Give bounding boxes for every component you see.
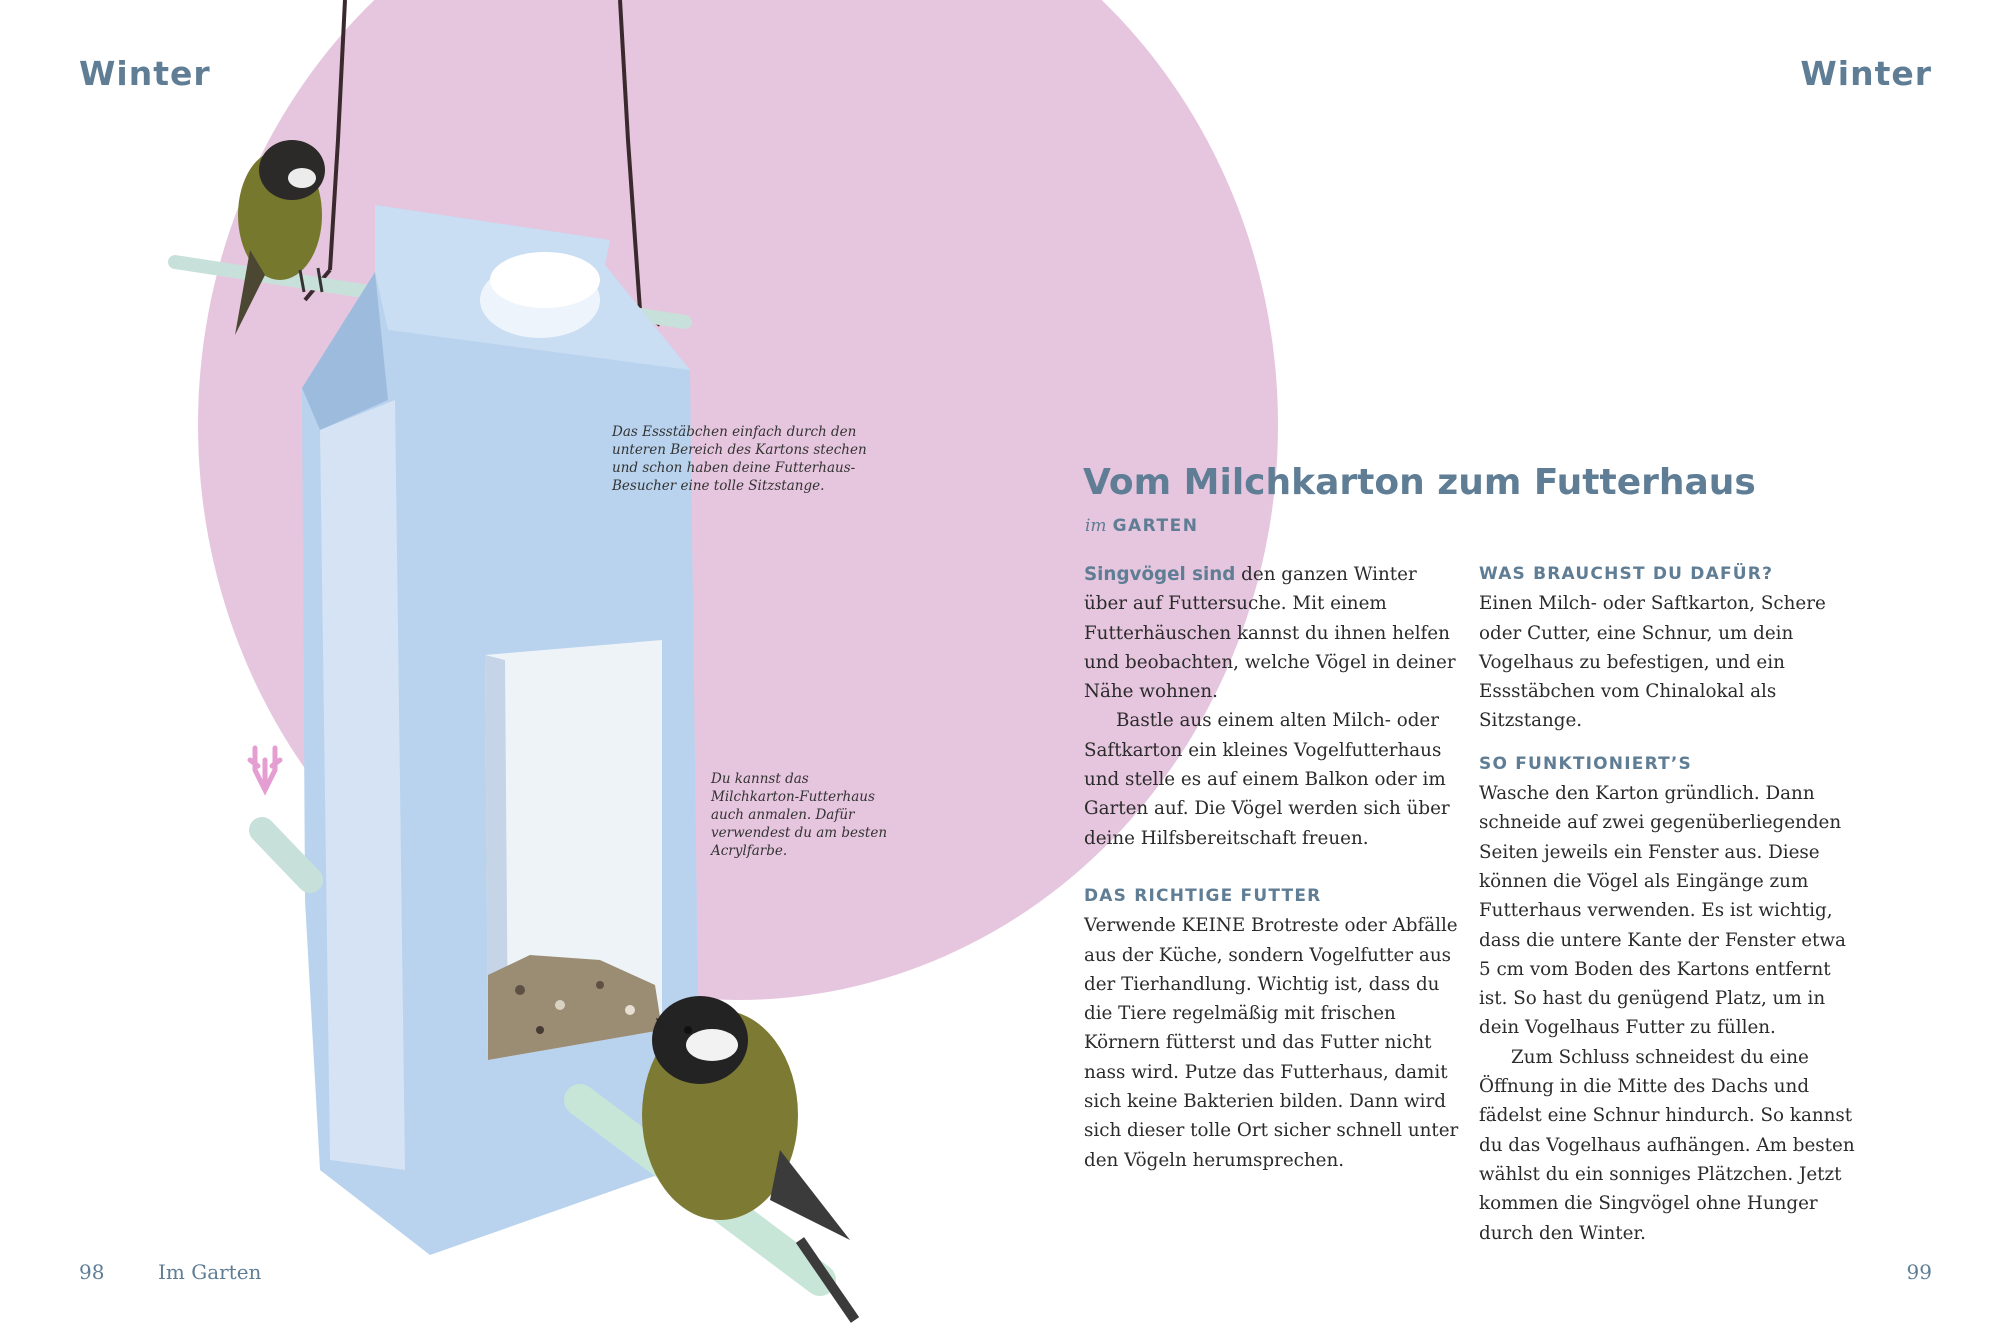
article-title: Vom Milchkarton zum Futterhaus <box>1083 462 1756 503</box>
text-column-right <box>1479 560 1857 1248</box>
intro-paragraph <box>1084 560 1462 706</box>
subtitle-prefix: im <box>1085 516 1107 536</box>
caption-paint: Du kannst das Milchkarton-Futterhaus auch anmalen. Dafür verwendest du am besten Acrylfarbe. <box>711 771 888 859</box>
subtitle-main: GARTEN <box>1112 516 1199 536</box>
need-text: Einen Milch- oder Saftkarton, Schere oder Cutter, eine Schnur, um dein Vogelhaus zu befestigen, und ein Essstäbchen vom Chinalokal als Sitzstange. <box>1479 593 1826 732</box>
food-text: Verwende KEINE Brotreste oder Abfälle aus der Küche, sondern Vogelfutter aus der Tierhandlung. Wichtig ist, dass du die Tiere regelmäßig mit frischen Körnern fütterst und das Futter nicht nass wird. Putze das Futterhaus, damit sich keine Bakterien bilden. Dann wird sich dieser tolle Ort sicher schnell unter den Vögeln herumsprechen. <box>1084 915 1459 1171</box>
caption-chopstick: Das Essstäbchen einfach durch den unteren Bereich des Kartons stechen und schon haben deine Futterhaus-Besucher eine tolle Sitzstange. <box>612 424 867 494</box>
text-column-left <box>1084 560 1462 1175</box>
string-right <box>620 0 640 310</box>
running-head-left: Winter <box>79 54 211 93</box>
intro-text: den ganzen Winter über auf Futtersuche. Mit einem Futterhäuschen kannst du ihnen helfen und beobachten, welche Vögel in deiner Nähe wohnen. <box>1084 564 1456 703</box>
top-bird <box>235 140 325 335</box>
food-heading: DAS RICHTIGE FUTTER <box>1084 885 1322 906</box>
how-text: Wasche den Karton gründlich. Dann schneide auf zwei gegenüberliegenden Seiten jeweils ein Fenster aus. Diese können die Vögel als Eingänge zum Futterhaus verwenden. Es ist wichtig, dass die untere Kante der Fenster etwa 5 cm vom Boden des Kartons entfernt ist. So hast du genügend Platz, um in dein Vogelhaus Futter zu füllen. <box>1479 783 1846 1039</box>
article-subtitle <box>1085 516 1198 536</box>
intro-lead: Singvögel sind <box>1084 564 1236 585</box>
lower-left-stick <box>262 830 310 880</box>
running-head-right: Winter <box>1800 54 1932 93</box>
intro-paragraph-2: Bastle aus einem alten Milch- oder Saftkarton ein kleines Vogelfutterhaus und stelle es auf einem Balkon oder im Garten auf. Die Vögel werden sich über deine Hilfsbereitschaft freuen. <box>1084 710 1450 849</box>
how-text-2: Zum Schluss schneidest du eine Öffnung in die Mitte des Dachs und fädelst eine Schnur hindurch. So kannst du das Vogelhaus aufhängen. Am besten wählst du ein sonniges Plätzchen. Jetzt kommen die Singvögel ohne Hunger durch den Winter. <box>1479 1046 1855 1244</box>
deer-antler-icon <box>250 748 280 790</box>
footer-section-left: Im Garten <box>158 1260 262 1284</box>
milk-carton <box>302 205 700 1255</box>
how-heading: SO FUNKTIONIERT’S <box>1479 753 1692 774</box>
need-heading: WAS BRAUCHST DU DAFÜR? <box>1479 564 1774 584</box>
string-left <box>330 0 345 270</box>
page-number-left: 98 <box>79 1260 105 1284</box>
page-number-right: 99 <box>1906 1260 1932 1284</box>
bottom-bird <box>642 996 855 1320</box>
